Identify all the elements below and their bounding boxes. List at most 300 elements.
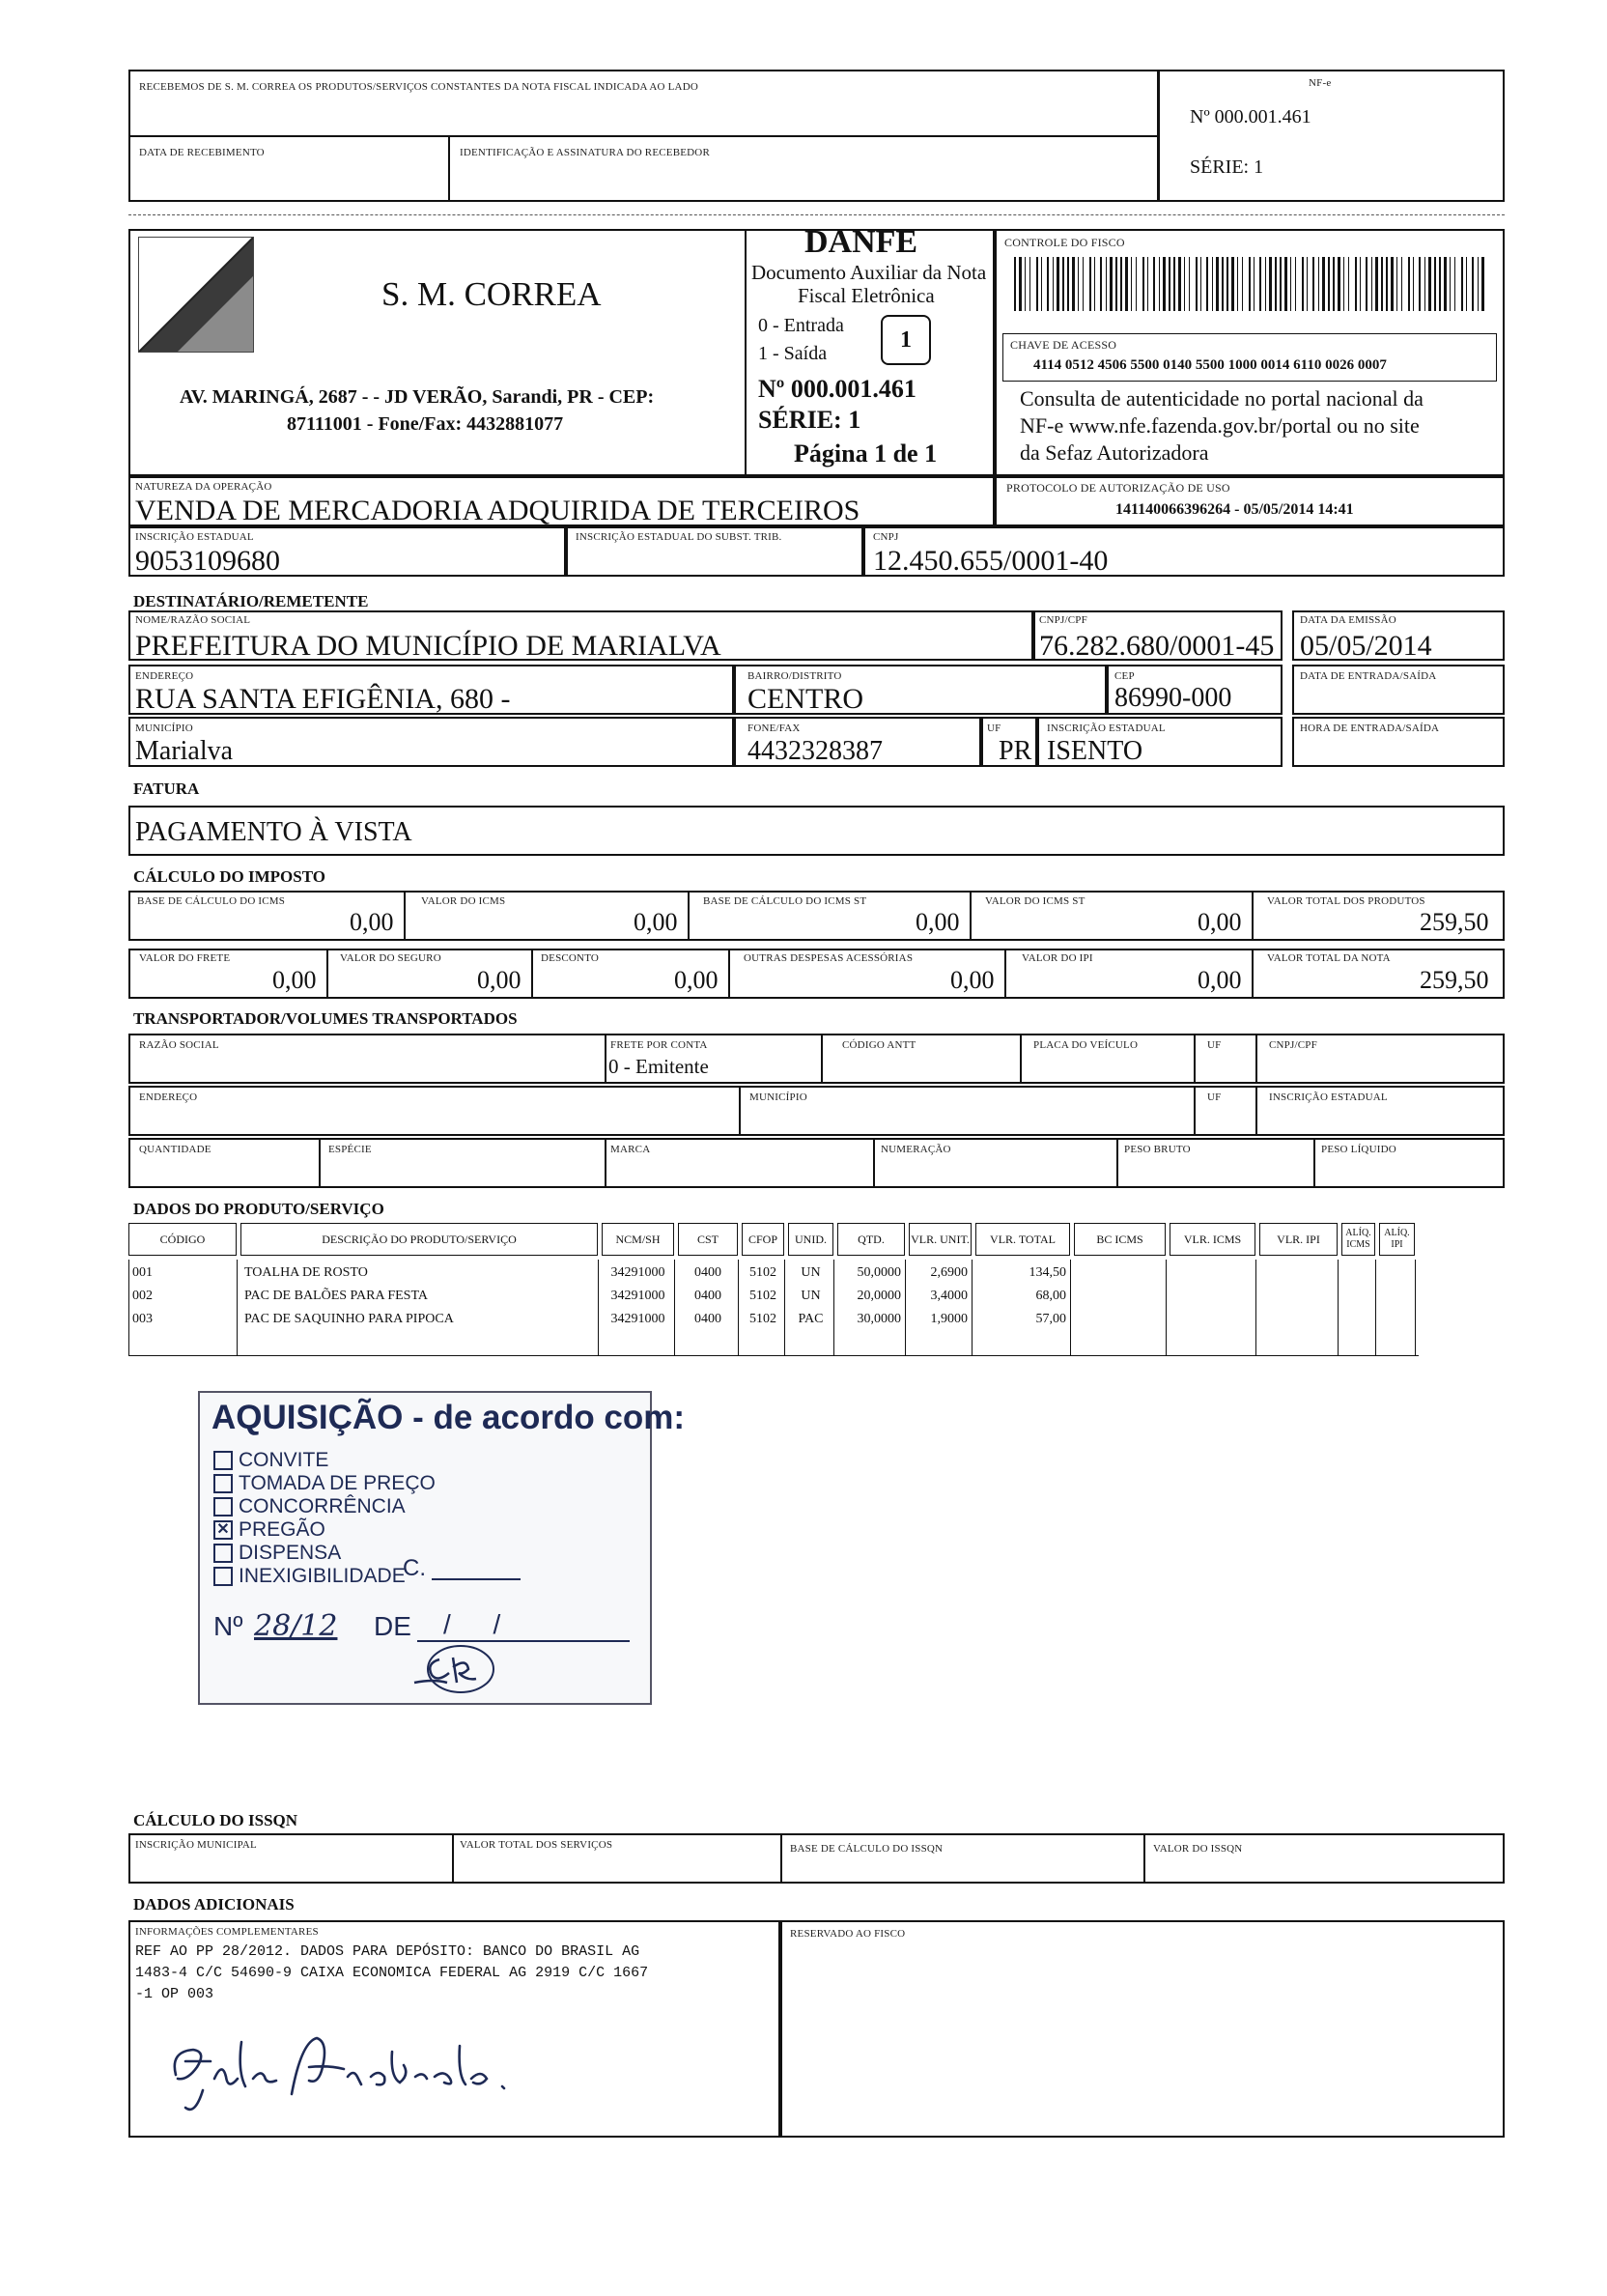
barcode-bar [1338,257,1340,311]
carimbo-numero-label: Nº [213,1611,243,1641]
seguro-label: VALOR DO SEGURO [340,952,441,964]
dest-municipio-value: Marialva [135,736,234,766]
checkbox-icon [213,1567,233,1586]
cut-line [128,214,1505,215]
info-label: INFORMAÇÕES COMPLEMENTARES [135,1926,319,1938]
carimbo-opcao [213,1495,406,1518]
carimbo-opcao-label: CONVITE [239,1449,329,1471]
tr2-v3 [1255,1086,1257,1136]
th-cfop: CFOP [742,1223,784,1256]
info-line1: REF AO PP 28/2012. DADOS PARA DEPÓSITO: BANCO DO BRASIL AG [135,1943,640,1960]
transp-numeracao-label: NUMERAÇÃO [881,1144,951,1155]
reservado-box [780,1920,1505,2138]
imp-r1-v3 [970,891,972,941]
canhoto-nfe-label: NF-e [1309,77,1332,89]
barcode-bar [1366,257,1367,311]
barcode-bar [1290,257,1291,311]
desconto-value: 0,00 [674,966,719,994]
transp-antt-label: CÓDIGO ANTT [842,1039,916,1051]
barcode-bar [1057,257,1059,311]
carimbo-opcao-label: PREGÃO [239,1518,325,1541]
dest-entrada-label: DATA DE ENTRADA/SAÍDA [1300,670,1437,682]
tr3-v4 [1116,1138,1118,1188]
barcode-bar [1226,257,1228,311]
barcode-bar [1312,257,1314,311]
barcode-bar [1348,257,1349,311]
cell-cst: 0400 [694,1265,721,1280]
carimbo-opcao-label: CONCORRÊNCIA [239,1495,406,1517]
fatura-section: FATURA [133,780,200,798]
carimbo-opcao [213,1449,328,1472]
barcode-bar [1401,257,1402,311]
desconto-label: DESCONTO [541,952,600,964]
th-vlr-total: VLR. TOTAL [975,1223,1070,1256]
danfe-title: DANFE [804,224,918,260]
dest-bairro-label: BAIRRO/DISTRITO [747,670,842,682]
carimbo-opcao-label: DISPENSA [239,1542,342,1564]
reservado-label: RESERVADO AO FISCO [790,1928,906,1940]
issqn-v3 [1143,1833,1145,1884]
barcode-bar [1434,257,1436,311]
tr1-v2 [821,1034,823,1084]
barcode-bar [1212,257,1213,311]
barcode-bar [1014,257,1016,311]
barcode-bar [1142,257,1144,311]
transp-peso-liquido-label: PESO LÍQUIDO [1321,1144,1396,1155]
issqn-v1 [452,1833,454,1884]
adicionais-section: DADOS ADICIONAIS [133,1895,295,1913]
cell-unid: UN [801,1289,821,1303]
barcode-bar [1461,257,1463,311]
dest-hora-label: HORA DE ENTRADA/SAÍDA [1300,723,1440,734]
cnpj-emit-label: CNPJ [873,531,899,543]
dest-endereco-value: RUA SANTA EFIGÊNIA, 680 - [135,683,511,715]
barcode-bar [1120,257,1122,311]
total-nota-label: VALOR TOTAL DA NOTA [1267,952,1391,964]
cell-codigo: 001 [132,1265,153,1280]
cell-ncm: 34291000 [610,1289,665,1303]
barcode-bar [1328,257,1330,311]
barcode-bar [1036,257,1038,311]
cell-descricao: PAC DE SAQUINHO PARA PIPOCA [244,1312,454,1326]
barcode-bar [1216,257,1219,311]
carimbo-opcao [213,1565,406,1588]
barcode-bar [1159,257,1160,311]
transp-especie-label: ESPÉCIE [328,1144,372,1155]
cell-unid: PAC [798,1312,824,1326]
issqn-v2 [780,1833,782,1884]
canhoto-nfe-box [1158,70,1505,202]
cell-qtd: 30,0000 [857,1312,901,1326]
cell-ncm: 34291000 [610,1265,665,1280]
barcode-bar [1355,257,1357,311]
tr1-v4 [1194,1034,1196,1084]
carimbo-de-label: DE [374,1611,411,1641]
total-produtos-label: VALOR TOTAL DOS PRODUTOS [1267,895,1425,907]
barcode-bar [1100,257,1102,311]
outras-value: 0,00 [950,966,995,994]
emitente-nome: S. M. CORREA [381,275,602,313]
table-row [128,1312,1419,1333]
canhoto-data-recebimento-label: DATA DE RECEBIMENTO [139,147,265,158]
imp-r1-v2 [688,891,690,941]
issqn-base-label: BASE DE CÁLCULO DO ISSQN [790,1843,944,1855]
barcode-bar [1275,257,1277,311]
barcode-bar [1478,257,1479,311]
dest-emissao-label: DATA DA EMISSÃO [1300,614,1396,626]
cell-unid: UN [801,1265,821,1280]
barcode-bar [1041,257,1042,311]
issqn-box [128,1833,1505,1884]
emitente-logo [138,237,254,353]
carimbo-opcao-label: TOMADA DE PREÇO [239,1472,436,1494]
danfe-saida: 1 - Saída [758,343,828,364]
cnpj-emit-value: 12.450.655/0001-40 [873,545,1109,577]
barcode-bar [1396,257,1397,311]
carimbo-data: / / [443,1609,519,1639]
transp-quantidade-label: QUANTIDADE [139,1144,211,1155]
cell-qtd: 20,0000 [857,1289,901,1303]
barcode-bar [1360,257,1361,311]
barcode-bar [1237,257,1238,311]
produtos-table [128,1223,1505,1358]
tr3-v3 [873,1138,875,1188]
danfe-entrada: 0 - Entrada [758,315,844,336]
tr3-v2 [605,1138,606,1188]
dest-municipio-label: MUNICÍPIO [135,723,193,734]
transp-cnpj-label: CNPJ/CPF [1269,1039,1317,1051]
outras-label: OUTRAS DESPESAS ACESSÓRIAS [744,952,914,964]
total-nota-value: 259,50 [1420,966,1489,994]
transp-frete-label: FRETE POR CONTA [610,1039,708,1051]
barcode-bar [1322,257,1325,311]
dest-bairro-value: CENTRO [747,683,863,715]
barcode-bar [1439,257,1441,311]
consulta-line2: NF-e www.nfe.fazenda.gov.br/portal ou no site [1020,413,1420,438]
chave-value: 4114 0512 4506 5500 0140 5500 1000 0014 6110 0026 0007 [1033,357,1387,373]
barcode-bar [1450,257,1451,311]
danfe-subtitle1: Documento Auxiliar da Nota [751,261,987,284]
carimbo-titulo: AQUISIÇÃO - de acordo com: [211,1399,686,1436]
th-codigo: CÓDIGO [128,1223,237,1256]
cell-vlr-total: 134,50 [1029,1265,1066,1280]
cell-cfop: 5102 [749,1265,776,1280]
emitente-endereco1: AV. MARINGÁ, 2687 - - JD VERÃO, Sarandi, PR - CEP: [180,386,655,408]
barcode-bar [1333,257,1335,311]
barcode-bar [1280,257,1282,311]
checkbox-icon [213,1544,233,1563]
barcode-bar [1472,257,1474,311]
dest-fone-value: 4432328387 [747,736,883,766]
imp-r1-v1 [404,891,406,941]
cell-codigo: 002 [132,1289,153,1303]
danfe-numero: Nº 000.001.461 [758,375,916,403]
valor-icms-label: VALOR DO ICMS [421,895,506,907]
canhoto-recebemos: RECEBEMOS DE S. M. CORREA OS PRODUTOS/SERVIÇOS CONSTANTES DA NOTA FISCAL INDICADA AO LADO [139,81,698,93]
carimbo-rubrica [405,1640,501,1698]
dest-nome-value: PREFEITURA DO MUNICÍPIO DE MARIALVA [135,630,721,662]
issqn-valor-label: VALOR DO ISSQN [1153,1843,1243,1855]
barcode-bar [1025,257,1026,311]
transp-razao-label: RAZÃO SOCIAL [139,1039,219,1051]
transp-endereco-label: ENDEREÇO [139,1091,198,1103]
protocolo-label: PROTOCOLO DE AUTORIZAÇÃO DE USO [1006,481,1230,495]
issqn-im-label: INSCRIÇÃO MUNICIPAL [135,1839,257,1851]
cell-codigo: 003 [132,1312,153,1326]
carimbo-opcao [213,1542,341,1565]
barcode-bar [1391,257,1394,311]
th-aliq-icms: ALÍQ. ICMS [1341,1223,1375,1256]
barcode-bar [1295,257,1296,311]
barcode [1014,257,1487,311]
valor-icms-value: 0,00 [634,908,678,936]
barcode-bar [1053,257,1054,311]
signature [164,2023,570,2119]
barcode-bar [1115,257,1117,311]
dest-emissao-value: 05/05/2014 [1300,630,1432,662]
danfe-serie: SÉRIE: 1 [758,406,861,434]
cell-descricao: TOALHA DE ROSTO [244,1265,368,1280]
barcode-bar [1386,257,1388,311]
canhoto-vline [448,135,450,202]
th-vlr-unit: VLR. UNIT. [909,1223,972,1256]
chave-label: CHAVE DE ACESSO [1010,338,1117,352]
imp-r2-v2 [531,949,533,999]
th-cst: CST [678,1223,738,1256]
barcode-bar [1173,257,1175,311]
barcode-bar [1029,257,1030,311]
barcode-bar [1178,257,1181,311]
canhoto-divider [128,135,1159,137]
dest-ie-value: ISENTO [1047,736,1143,766]
cell-vlr-unit: 1,9000 [930,1312,968,1326]
emitente-endereco2: 87111001 - Fone/Fax: 4432881077 [287,413,564,435]
consulta-line1: Consulta de autenticidade no portal nacional da [1020,386,1424,411]
barcode-bar [1408,257,1410,311]
barcode-bar [1284,257,1287,311]
ipi-value: 0,00 [1198,966,1242,994]
barcode-bar [1094,257,1095,311]
tr1-v1 [605,1034,606,1084]
barcode-bar [1307,257,1308,311]
barcode-bar [1222,257,1224,311]
barcode-bar [1375,257,1378,311]
barcode-bar [1371,257,1372,311]
transporte-section: TRANSPORTADOR/VOLUMES TRANSPORTADOS [133,1009,518,1028]
barcode-bar [1136,257,1137,311]
barcode-bar [1254,257,1255,311]
carimbo-opcao-label: INEXIGIBILIDADE [239,1565,406,1587]
dest-cep-value: 86990-000 [1114,683,1232,713]
ie-value: 9053109680 [135,545,280,577]
imp-r2-v5 [1252,949,1254,999]
danfe-subtitle2: Fiscal Eletrônica [798,284,935,307]
transp-marca-label: MARCA [610,1144,651,1155]
fatura-value: PAGAMENTO À VISTA [135,817,412,847]
cell-cfop: 5102 [749,1289,776,1303]
barcode-bar [1106,257,1107,311]
barcode-bar [1249,257,1251,311]
ipi-label: VALOR DO IPI [1022,952,1093,964]
barcode-bar [1206,257,1208,311]
issqn-section: CÁLCULO DO ISSQN [133,1811,298,1829]
cell-cst: 0400 [694,1312,721,1326]
canhoto-numero: Nº 000.001.461 [1190,106,1311,128]
tr3-v1 [319,1138,321,1188]
th-vlr-ipi: VLR. IPI [1259,1223,1338,1256]
info-line2: 1483-4 C/C 54690-9 CAIXA ECONOMICA FEDERAL AG 2919 C/C 1667 [135,1965,649,1981]
carimbo-c-label: C. [403,1555,426,1581]
transp-uf2-label: UF [1207,1091,1222,1103]
danfe-tipo-box [881,315,931,365]
barcode-bar [1444,257,1447,311]
base-icms-value: 0,00 [350,908,394,936]
barcode-bar [1196,257,1198,311]
frete-label: VALOR DO FRETE [139,952,231,964]
natureza-value: VENDA DE MERCADORIA ADQUIRIDA DE TERCEIROS [135,495,860,526]
info-line3: -1 OP 003 [135,1986,214,2002]
barcode-bar [1231,257,1234,311]
barcode-bar [1163,257,1166,311]
barcode-bar [1428,257,1431,311]
barcode-bar [1153,257,1155,311]
imposto-section: CÁLCULO DO IMPOSTO [133,867,325,886]
base-st-value: 0,00 [916,908,960,936]
cell-vlr-total: 68,00 [1035,1289,1066,1303]
tr2-v2 [1194,1086,1196,1136]
barcode-bar [1318,257,1319,311]
cell-vlr-unit: 3,4000 [930,1289,968,1303]
barcode-bar [1147,257,1148,311]
protocolo-value: 141140066396264 - 05/05/2014 14:41 [1115,501,1354,518]
base-icms-label: BASE DE CÁLCULO DO ICMS [137,895,286,907]
barcode-bar [1019,257,1022,311]
cell-ncm: 34291000 [610,1312,665,1326]
tr1-v3 [1020,1034,1022,1084]
transp-uf-label: UF [1207,1039,1222,1051]
th-vlr-icms: VLR. ICMS [1170,1223,1255,1256]
carimbo-c-line [432,1578,521,1580]
barcode-bar [1125,257,1128,311]
barcode-bar [1072,257,1075,311]
checkbox-icon [213,1497,233,1516]
cell-vlr-unit: 2,6900 [930,1265,968,1280]
barcode-bar [1481,257,1484,311]
danfe-tipo: 1 [900,326,912,353]
tr2-v1 [739,1086,741,1136]
danfe-pagina: Página 1 de 1 [794,439,938,468]
valor-st-label: VALOR DO ICMS ST [985,895,1085,907]
carimbo-numero: 28/12 [254,1609,338,1643]
ie-st-label: INSCRIÇÃO ESTADUAL DO SUBST. TRIB. [576,531,782,543]
barcode-bar [1189,257,1190,311]
cell-qtd: 50,0000 [857,1265,901,1280]
danfe-divider [745,229,747,476]
barcode-bar [1454,257,1455,311]
imp-r1-v4 [1252,891,1254,941]
barcode-bar [1067,257,1069,311]
barcode-bar [1242,257,1243,311]
natureza-label: NATUREZA DA OPERAÇÃO [135,481,272,493]
barcode-bar [1047,257,1049,311]
tr3-v5 [1313,1138,1315,1188]
table-row [128,1265,1419,1287]
th-ncm: NCM/SH [602,1223,674,1256]
imp-r2-v3 [728,949,730,999]
cell-cfop: 5102 [749,1312,776,1326]
barcode-bar [1089,257,1091,311]
barcode-bar [1062,257,1064,311]
barcode-bar [1265,257,1266,311]
dest-uf-label: UF [987,723,1001,734]
dest-ie-label: INSCRIÇÃO ESTADUAL [1047,723,1166,734]
canhoto-serie: SÉRIE: 1 [1190,156,1264,178]
imp-r2-v4 [1004,949,1006,999]
table-row [128,1289,1419,1310]
dest-cnpj-label: CNPJ/CPF [1039,614,1087,626]
barcode-bar [1466,257,1467,311]
valor-st-value: 0,00 [1198,908,1242,936]
barcode-bar [1259,257,1261,311]
barcode-bar [1131,257,1132,311]
transp-frete-value: 0 - Emitente [608,1055,709,1078]
barcode-bar [1381,257,1383,311]
th-unid: UNID. [788,1223,833,1256]
barcode-bar [1184,257,1185,311]
barcode-bar [1269,257,1272,311]
checkbox-icon [213,1474,233,1493]
issqn-total-label: VALOR TOTAL DOS SERVIÇOS [460,1839,613,1851]
barcode-bar [1110,257,1113,311]
th-aliq-ipi: ALÍQ. IPI [1379,1223,1415,1256]
carimbo-stamp [198,1391,686,1705]
dest-cep-label: CEP [1114,670,1135,682]
frete-value: 0,00 [272,966,317,994]
dest-endereco-label: ENDEREÇO [135,670,194,682]
barcode-bar [1169,257,1170,311]
th-bc-icms: BC ICMS [1074,1223,1166,1256]
transp-ie-label: INSCRIÇÃO ESTADUAL [1269,1091,1388,1103]
dest-nome-label: NOME/RAZÃO SOCIAL [135,614,251,626]
base-st-label: BASE DE CÁLCULO DO ICMS ST [703,895,867,907]
consulta-line3: da Sefaz Autorizadora [1020,440,1209,465]
barcode-bar [1343,257,1344,311]
barcode-bar [1302,257,1304,311]
destinatario-section: DESTINATÁRIO/REMETENTE [133,592,369,610]
ie-label: INSCRIÇÃO ESTADUAL [135,531,254,543]
transp-peso-bruto-label: PESO BRUTO [1124,1144,1191,1155]
cell-descricao: PAC DE BALÕES PARA FESTA [244,1289,429,1303]
barcode-bar [1078,257,1079,311]
cell-vlr-total: 57,00 [1035,1312,1066,1326]
cell-cst: 0400 [694,1289,721,1303]
th-descricao: DESCRIÇÃO DO PRODUTO/SERVIÇO [240,1223,598,1256]
imp-r2-v1 [326,949,328,999]
carimbo-opcao [213,1472,436,1495]
fisco-controle-label: CONTROLE DO FISCO [1004,236,1125,249]
transp-placa-label: PLACA DO VEÍCULO [1033,1039,1139,1051]
dest-fone-label: FONE/FAX [747,723,801,734]
barcode-bar [1083,257,1084,311]
barcode-bar [1419,257,1421,311]
barcode-bar [1424,257,1425,311]
th-qtd: QTD. [837,1223,905,1256]
seguro-value: 0,00 [477,966,522,994]
checked-box-icon: ✕ [213,1520,233,1540]
total-produtos-value: 259,50 [1420,908,1489,936]
dest-cnpj-value: 76.282.680/0001-45 [1039,630,1275,662]
checkbox-icon [213,1451,233,1470]
